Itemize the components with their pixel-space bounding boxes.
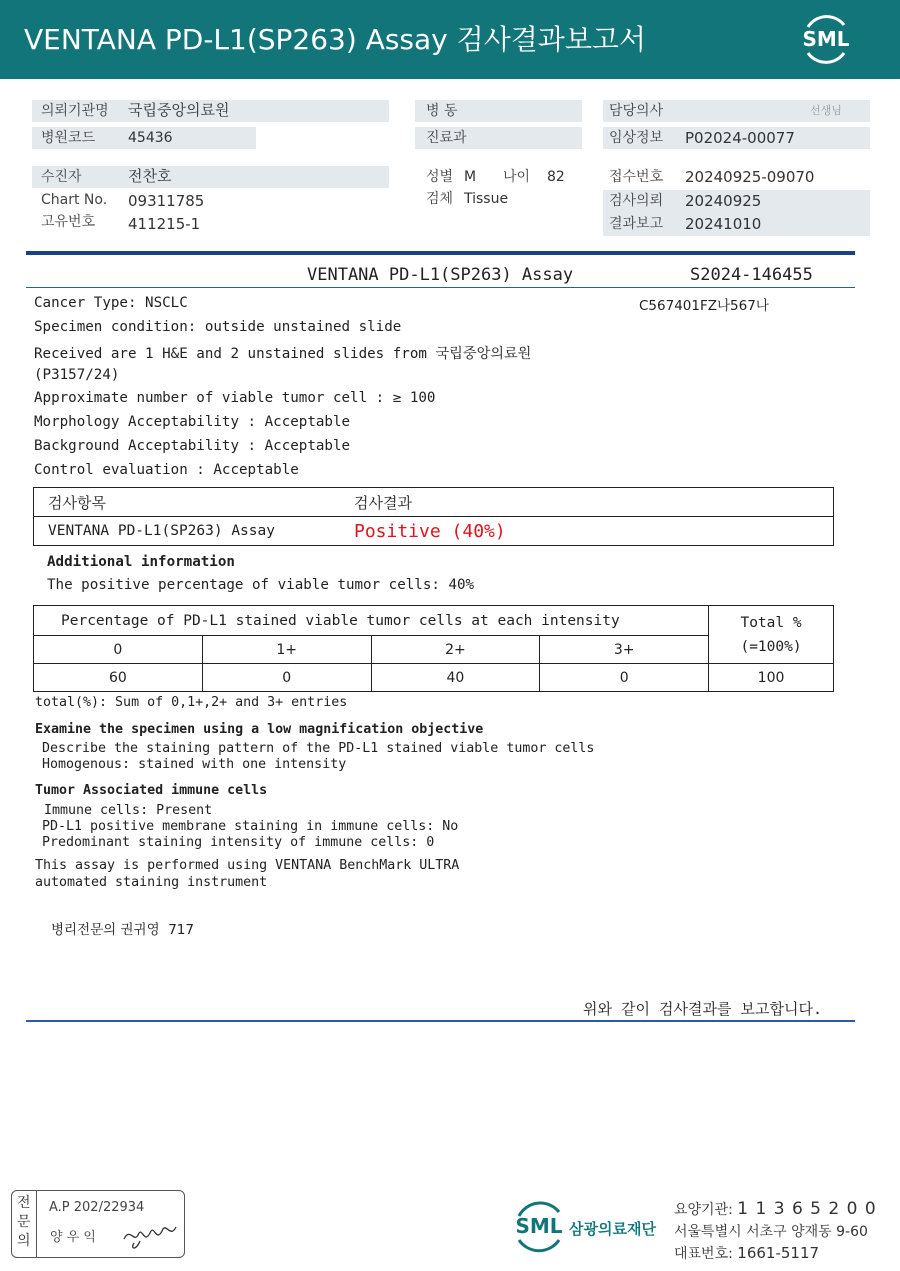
chart-no-value: 09311785 bbox=[128, 192, 205, 210]
patient-box bbox=[32, 166, 389, 188]
intensity-value-0: 60 bbox=[34, 664, 203, 692]
receipt-no-value: 20240925-09070 bbox=[685, 168, 815, 186]
signature-icon bbox=[120, 1209, 184, 1253]
age-label: 나이 bbox=[503, 169, 531, 185]
intensity-header-2: 2+ bbox=[371, 636, 540, 664]
background-line: Background Acceptability : Acceptable bbox=[34, 438, 351, 454]
immune-title: Tumor Associated immune cells bbox=[35, 783, 268, 798]
report-top-rule bbox=[26, 251, 855, 255]
pathologist-stamp bbox=[11, 1190, 185, 1258]
intensity-header-1: 1+ bbox=[202, 636, 371, 664]
intensity-value-row bbox=[34, 664, 834, 692]
specimen-condition-line: Specimen condition: outside unstained slide bbox=[34, 319, 402, 335]
physician-suffix: 선생님 bbox=[810, 104, 842, 117]
intensity-header-0: 0 bbox=[34, 636, 203, 664]
phone-label: 대표번호: bbox=[674, 1246, 733, 1262]
received-line: Received are 1 H&E and 2 unstained slides from 국립중앙의료원 bbox=[34, 346, 532, 362]
immune-line-1: Immune cells: Present bbox=[44, 803, 213, 818]
intensity-title-row bbox=[34, 606, 834, 636]
stamp-vertical-text bbox=[17, 1194, 31, 1251]
total-note: total(%): Sum of 0,1+,2+ and 3+ entries bbox=[35, 695, 348, 710]
foundation-name: 삼광의료재단 bbox=[569, 1220, 656, 1238]
foundation-logo bbox=[511, 1198, 567, 1254]
ward-label: 병 동 bbox=[426, 103, 458, 119]
report-title-rule bbox=[26, 287, 855, 288]
age-value: 82 bbox=[547, 169, 565, 185]
control-line: Control evaluation : Acceptable bbox=[34, 462, 299, 478]
instrument-line-2: automated staining instrument bbox=[35, 875, 268, 890]
closing-statement: 위와 같이 검사결과를 보고합니다. bbox=[583, 1000, 822, 1018]
foundation-logo-text: SML bbox=[515, 1214, 563, 1238]
total-header-1: Total % bbox=[740, 614, 802, 631]
intensity-value-1: 0 bbox=[202, 664, 371, 692]
stamp-name: 양 우 익 bbox=[50, 1230, 96, 1245]
hospital-code-value: 45436 bbox=[128, 130, 173, 146]
result-report-label: 결과보고 bbox=[609, 216, 664, 232]
chart-no-label: Chart No. bbox=[41, 192, 108, 208]
department-label: 진료과 bbox=[426, 130, 467, 146]
receipt-no-label: 접수번호 bbox=[609, 169, 664, 185]
assay-title: VENTANA PD-L1(SP263) Assay bbox=[307, 265, 574, 285]
hospital-code-label: 병원코드 bbox=[41, 130, 96, 146]
morphology-line: Morphology Acceptability : Acceptable bbox=[34, 414, 351, 430]
care-institution bbox=[674, 1199, 877, 1219]
foundation-phone bbox=[674, 1243, 819, 1263]
examine-line-2: Homogenous: stained with one intensity bbox=[42, 757, 347, 772]
intensity-table-title: Percentage of PD-L1 stained viable tumor cells at each intensity bbox=[34, 606, 709, 636]
specimen-label: 검체 bbox=[426, 191, 454, 207]
result-table-item-header: 검사항목 bbox=[34, 488, 355, 517]
phone-value: 1661-5117 bbox=[737, 1244, 820, 1262]
logo-text: SML bbox=[802, 27, 850, 51]
foundation-address: 서울특별시 서초구 양재동 9-60 bbox=[674, 1224, 868, 1240]
intensity-total-value: 100 bbox=[709, 664, 834, 692]
care-institution-label: 요양기관: bbox=[674, 1202, 733, 1218]
clinical-info-label: 임상정보 bbox=[609, 130, 664, 146]
total-header bbox=[709, 606, 834, 664]
sample-code: C567401FZ나567나 bbox=[639, 298, 769, 314]
sex-label: 성별 bbox=[426, 169, 454, 185]
physician-label: 담당의사 bbox=[609, 103, 664, 119]
examine-line-1: Describe the staining pattern of the PD-L1 stained viable tumor cells bbox=[42, 741, 595, 756]
additional-info-title: Additional information bbox=[47, 554, 235, 570]
care-institution-no: 1 1 3 6 5 2 0 0 bbox=[737, 1199, 877, 1219]
stamp-char-1: 전 bbox=[17, 1195, 31, 1211]
total-header-2: (=100%) bbox=[740, 638, 802, 655]
result-table bbox=[33, 487, 834, 546]
clinical-info-value: P02024-00077 bbox=[685, 129, 795, 147]
unique-id-value: 411215-1 bbox=[128, 215, 201, 233]
report-number: S2024-146455 bbox=[690, 265, 813, 285]
viable-tumor-line: Approximate number of viable tumor cell : ≥ 100 bbox=[34, 390, 436, 406]
intensity-value-2: 40 bbox=[371, 664, 540, 692]
test-request-label: 검사의뢰 bbox=[609, 193, 664, 209]
result-table-header-row bbox=[34, 488, 834, 517]
stamp-char-2: 문 bbox=[17, 1214, 31, 1230]
report-bottom-rule bbox=[26, 1020, 855, 1022]
report-title: VENTANA PD-L1(SP263) Assay 검사결과보고서 bbox=[24, 23, 646, 56]
patient-name: 전찬호 bbox=[128, 167, 172, 185]
institution-value: 국립중앙의료원 bbox=[128, 101, 230, 119]
received-id-line: (P3157/24) bbox=[34, 367, 120, 383]
result-table-row bbox=[34, 517, 834, 546]
cancer-type-line: Cancer Type: NSCLC bbox=[34, 295, 188, 311]
result-table-item: VENTANA PD-L1(SP263) Assay bbox=[34, 517, 355, 546]
examine-title: Examine the specimen using a low magnification objective bbox=[35, 722, 484, 737]
specimen-value: Tissue bbox=[464, 191, 509, 207]
test-request-value: 20240925 bbox=[685, 192, 762, 210]
result-table-result-header: 검사결과 bbox=[354, 488, 834, 517]
immune-line-3: Predominant staining intensity of immune cells: 0 bbox=[42, 835, 435, 850]
intensity-value-3: 0 bbox=[540, 664, 709, 692]
intensity-header-3: 3+ bbox=[540, 636, 709, 664]
patient-label: 수진자 bbox=[41, 169, 82, 185]
immune-line-2: PD-L1 positive membrane staining in immune cells: No bbox=[42, 819, 459, 834]
sex-value: M bbox=[464, 169, 477, 185]
result-report-value: 20241010 bbox=[685, 215, 762, 233]
sml-logo bbox=[800, 13, 852, 65]
stamp-license: A.P 202/22934 bbox=[49, 1200, 145, 1215]
unique-id-label: 고유번호 bbox=[41, 214, 96, 230]
additional-info-text: The positive percentage of viable tumor cells: 40% bbox=[47, 577, 475, 593]
instrument-line-1: This assay is performed using VENTANA BenchMark ULTRA bbox=[35, 858, 460, 873]
stamp-char-3: 의 bbox=[17, 1233, 31, 1249]
institution-label: 의뢰기관명 bbox=[41, 103, 109, 119]
pathologist-line: 병리전문의 권귀영 717 bbox=[51, 922, 194, 938]
result-table-result: Positive (40%) bbox=[354, 517, 834, 546]
intensity-table bbox=[33, 605, 834, 692]
